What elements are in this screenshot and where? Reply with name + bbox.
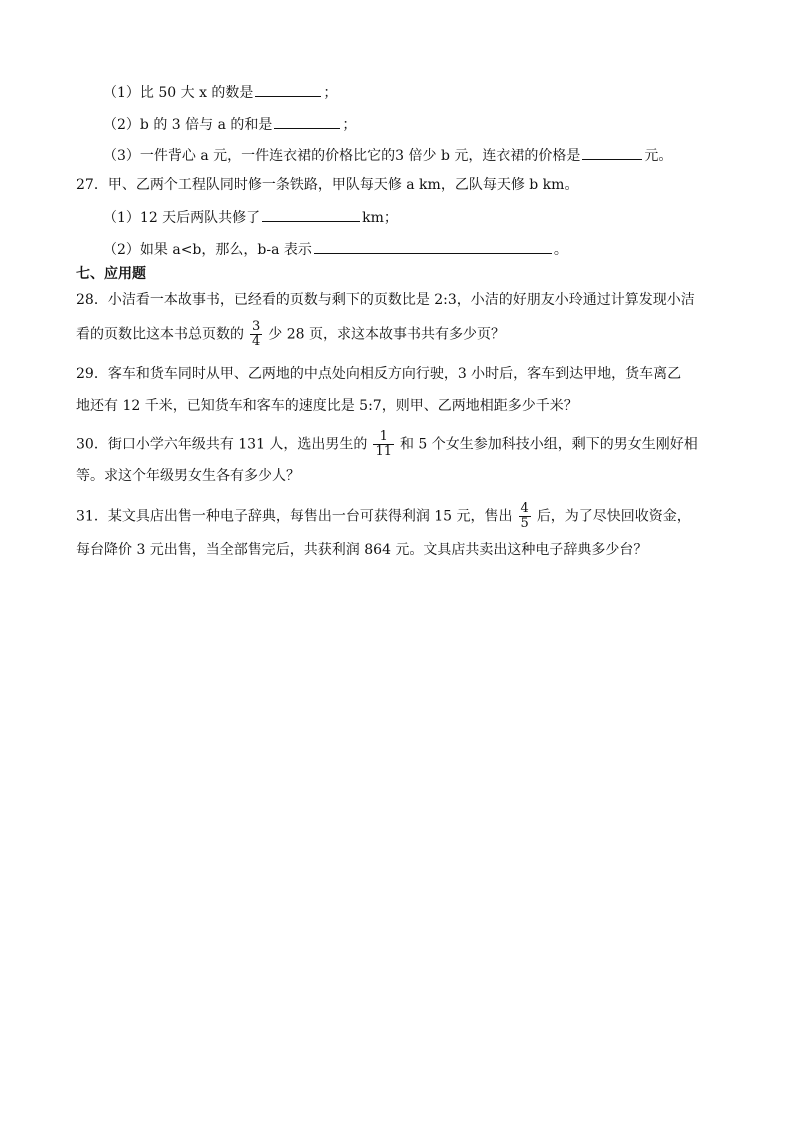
q28-line2-end: 少 28 页，求这本故事书共有多少页？ bbox=[268, 326, 505, 343]
q30-fraction-numerator: 1 bbox=[379, 429, 388, 444]
q30-line2: 等。求这个年级男女生各有多少人？ bbox=[76, 468, 300, 484]
q30-line1-end: 和 5 个女生参加科技小组，剩下的男女生刚好相 bbox=[399, 436, 698, 453]
q27-part2 bbox=[103, 238, 568, 260]
q30-fraction bbox=[373, 430, 394, 459]
q27-stem: 27．甲、乙两个工程队同时修一条铁路，甲队每天修 a km，乙队每天修 b km。 bbox=[76, 177, 579, 193]
q28-fraction bbox=[250, 320, 262, 349]
q30-fraction-denominator: 11 bbox=[375, 444, 392, 459]
q28-fraction-numerator: 3 bbox=[252, 319, 261, 334]
q31-line1-text: 31．某文具店出售一种电子辞典，每售出一台可获得利润 15 元，售出 bbox=[76, 508, 513, 525]
q26-part1-text: （1）比 50 大 x 的数是 bbox=[103, 85, 254, 101]
q28-fraction-denominator: 4 bbox=[252, 334, 261, 349]
q31-fraction-numerator: 4 bbox=[520, 501, 529, 516]
q29-line1: 29．客车和货车同时从甲、乙两地的中点处向相反方向行驶，3 小时后，客车到达甲地，货车离乙 bbox=[76, 366, 682, 382]
q27-part1-end: km； bbox=[362, 210, 398, 226]
q31-fraction-denominator: 5 bbox=[520, 516, 529, 531]
q26-part3-text: （3）一件背心 a 元，一件连衣裙的价格比它的3 倍少 b 元，连衣裙的价格是 bbox=[103, 148, 581, 164]
q26-part1-end: ； bbox=[323, 85, 338, 101]
q28-line2-text: 看的页数比这本书总页数的 bbox=[76, 326, 244, 343]
q31-line1 bbox=[76, 502, 691, 531]
q26-part1 bbox=[103, 81, 337, 103]
q28-line1: 28．小洁看一本故事书，已经看的页数与剩下的页数比是 2:3，小洁的好朋友小玲通过计算发现小洁 bbox=[76, 292, 695, 308]
q27-part2-blank[interactable] bbox=[314, 238, 552, 254]
q28-line2 bbox=[76, 320, 505, 349]
q26-part3-end: 元。 bbox=[644, 148, 673, 164]
q31-fraction bbox=[519, 502, 531, 531]
q30-line1-text: 30．街口小学六年级共有 131 人，选出男生的 bbox=[76, 436, 368, 453]
q27-part1-blank[interactable] bbox=[262, 206, 360, 222]
q26-part2-blank[interactable] bbox=[274, 113, 340, 129]
q27-part2-text: （2）如果 a<b，那么，b-a 表示 bbox=[103, 242, 312, 258]
q26-part3 bbox=[103, 144, 672, 166]
q27-part1 bbox=[103, 206, 398, 228]
q30-line1 bbox=[76, 430, 698, 459]
q26-part2-end: ； bbox=[342, 117, 357, 133]
q31-line2: 每台降价 3 元出售，当全部售完后，共获利润 864 元。文具店共卖出这种电子辞典多少台？ bbox=[76, 542, 648, 558]
q31-line1-end: 后，为了尽快回收资金， bbox=[536, 508, 691, 525]
q26-part3-blank[interactable] bbox=[582, 144, 642, 160]
q26-part2-text: （2）b 的 3 倍与 a 的和是 bbox=[103, 117, 273, 133]
q26-part2 bbox=[103, 113, 356, 135]
q27-part1-text: （1）12 天后两队共修了 bbox=[103, 210, 261, 226]
q26-part1-blank[interactable] bbox=[255, 81, 321, 97]
q29-line2: 地还有 12 千米，已知货车和客车的速度比是 5:7，则甲、乙两地相距多少千米？ bbox=[76, 398, 578, 414]
section-title: 七、应用题 bbox=[76, 266, 146, 282]
q27-part2-end: 。 bbox=[553, 242, 568, 258]
